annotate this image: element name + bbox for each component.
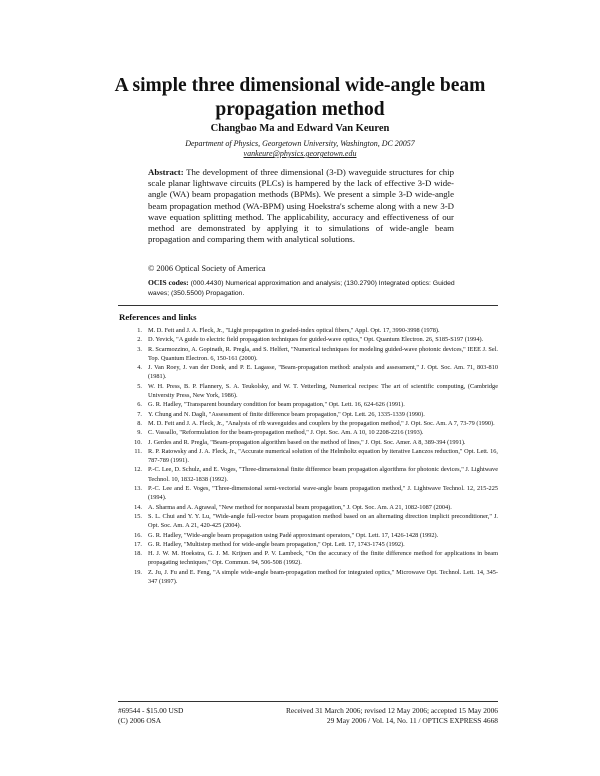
reference-item (118, 503, 498, 512)
affiliation-block (0, 139, 600, 159)
copyright-notice: © 2006 Optical Society of America (148, 264, 266, 273)
reference-text: G. R. Hadley, "Transparent boundary condition for beam propagation," Opt. Lett. 16, 624-626 (1991). (148, 401, 405, 409)
reference-text: P.-C. Lee and E. Voges, "Three-dimensional semi-vectorial wave-angle beam propagation method," J. Lightwave Technol. 12, 215-225 (1994). (148, 485, 498, 502)
reference-number: 9. (137, 429, 142, 437)
reference-item (118, 484, 498, 503)
reference-text: W. H. Press, B. P. Flannery, S. A. Teukolsky, and W. T. Vetterling, Numerical recipes: The art of scientific computing, (Cambridge University Press, New York, 1986). (148, 382, 498, 400)
author-list: Changbao Ma and Edward Van Keuren (210, 123, 390, 134)
reference-text: R. P. Ratowsky and J. A. Fleck, Jr., "Accurate numerical solution of the Helmholtz equation by iterative Lanczos reduction," Opt. Lett. 16, 787-789 (1991). (148, 447, 498, 465)
reference-text: G. R. Hadley, "Wide-angle beam propagation using Padé approximant operators," Opt. Lett. 17, 1426-1428 (1992). (148, 531, 439, 539)
reference-number: 6. (137, 401, 142, 409)
reference-text: Y. Chung and N. Dagli, "Assessment of finite difference beam propagation," Opt. Lett. 26, 1335-1339 (1990). (148, 410, 425, 418)
reference-item (118, 382, 498, 401)
reference-number: 7. (137, 410, 142, 418)
reference-item (118, 568, 498, 587)
reference-item (118, 410, 498, 419)
reference-text: G. R. Hadley, "Multistep method for wide-angle beam propagation," Opt. Lett. 17, 1743-1745 (1992). (148, 540, 405, 548)
reference-text: M. D. Feit and J. A. Fleck, Jr., "Light propagation in graded-index optical fibers," Appl. Opt. 17, 3990-3998 (1978). (148, 327, 440, 334)
reference-item (118, 326, 498, 335)
reference-number: 15. (134, 512, 142, 520)
reference-item (118, 512, 498, 531)
reference-number: 12. (134, 466, 142, 474)
reference-item (118, 438, 498, 447)
affiliation: Department of Physics, Georgetown University, Washington, DC 20057 (185, 139, 415, 148)
ocis-label: OCIS codes: (148, 278, 189, 287)
reference-number: 14. (134, 503, 142, 511)
reference-item (118, 447, 498, 466)
reference-number: 2. (137, 336, 142, 344)
reference-text: D. Yevick, "A guide to electric field propagation techniques for guided-wave optics," Opt. Quantum Electron. 26, S185-S197 (1994). (148, 336, 484, 344)
reference-number: 3. (137, 345, 142, 353)
reference-item (118, 363, 498, 382)
reference-number: 5. (137, 382, 142, 390)
reference-text: H. J. W. M. Hoekstra, G. J. M. Krijnen and P. V. Lambeck, "On the accuracy of the finite difference method for applications in beam propagating techniques," Opt. Commun. 94, 506-508 (1992). (148, 550, 498, 567)
footer-divider (118, 701, 498, 702)
reference-number: 10. (134, 438, 142, 446)
reference-item (118, 465, 498, 484)
reference-list (118, 326, 498, 586)
paper-title: A simple three dimensional wide-angle beam propagation method (114, 75, 486, 120)
author-email-link[interactable]: vankeure@physics.georgetown.edu (243, 149, 357, 158)
reference-text: A. Sharma and A. Agrawal, "New method for nonparaxial beam propagation," J. Opt. Soc. Am. A 21, 1082-1087 (2004). (148, 503, 452, 511)
footer-journal-info: 29 May 2006 / Vol. 14, No. 11 / OPTICS EXPRESS 4668 (326, 716, 498, 725)
abstract-label: Abstract: (148, 167, 184, 177)
reference-text: R. Scarmozzino, A. Gopinath, R. Pregla, and S. Helfert, "Numerical techniques for modeling guided-wave photonic devices," IEEE J. Sel. Top. Quantum Electron. 6, 150-161 (2000). (148, 345, 498, 362)
reference-number: 16. (134, 531, 142, 539)
reference-text: M. D. Feit and J. A. Fleck, Jr., "Analysis of rib waveguides and couplers by the propagation method," J. Opt. Soc. Am. A 7, 73-79 (1990). (148, 419, 495, 427)
reference-number: 19. (134, 568, 142, 576)
reference-item (118, 540, 498, 549)
reference-item (118, 400, 498, 409)
abstract (148, 167, 454, 245)
reference-item (118, 345, 498, 364)
reference-text: C. Vassallo, "Reformulation for the beam-propagation method," J. Opt. Soc. Am. A 10, 10 2208-2216 (1993). (148, 429, 424, 437)
references-heading: References and links (119, 312, 197, 322)
reference-item (118, 335, 498, 344)
reference-item (118, 428, 498, 437)
reference-number: 11. (134, 447, 142, 455)
reference-number: 17. (134, 540, 142, 548)
reference-number: 18. (134, 550, 142, 558)
reference-item (118, 549, 498, 568)
reference-item (118, 419, 498, 428)
reference-number: 13. (134, 485, 142, 493)
footer-dates: Received 31 March 2006; revised 12 May 2006; accepted 15 May 2006 (285, 706, 498, 715)
reference-text: P.-C. Lee, D. Schulz, and E. Voges, "Three-dimensional finite difference beam propagation algorithms for photonic devices," J. Lightwave Technol. 10, 1832-1838 (1992). (148, 466, 498, 483)
reference-text: J. Gerdes and R. Pregla, "Beam-propagation algorithm based on the method of lines," J. Opt. Soc. Amer. A 8, 389-394 (1991). (148, 438, 466, 446)
ocis-text: (000.4430) Numerical approximation and analysis; (130.2790) Integrated optics: Guided waves; (350.5500) Propagation. (148, 280, 455, 297)
abstract-text: The development of three dimensional (3-D) waveguide structures for chip scale planar lightwave circuits (PLCs) is hampered by the lack of effective 3-D wide-angle (WA) beam propagation methods (BPMs). We present a simple 3-D wide-angle beam propagation method (WA-BPM) using Hoekstra's scheme along with a new 3-D wave equation splitting method. The applicability, accuracy and effectiveness of our method are demonstrated by applying it to simulations of wide-angle beam propagation and comparing them with analytical solutions. (148, 167, 454, 245)
footer-price: #69544 - $15.00 USD (118, 706, 184, 715)
reference-number: 4. (137, 364, 142, 372)
reference-text: J. Van Roey, J. van der Donk, and P. E. Lagasse, "Beam-propagation method: analysis and assessment," J. Opt. Soc. Am. 71, 803-810 (1981). (148, 364, 498, 381)
reference-number: 1. (137, 327, 142, 334)
section-divider (118, 305, 498, 306)
reference-text: S. L. Chui and Y. Y. Lu, "Wide-angle full-vector beam propagation method based on an alternating direction implicit preconditioner," J. Opt. Soc. Am. A 21, 420-425 (2004). (148, 512, 498, 530)
reference-item (118, 531, 498, 540)
footer-right (286, 706, 498, 726)
footer-left (118, 706, 183, 726)
footer-copyright: (C) 2006 OSA (118, 716, 162, 725)
reference-text: Z. Ju, J. Fu and E. Feng, "A simple wide-angle beam-propagation method for integrated optics," Microwave Opt. Technol. Lett. 14, 345-347 (1997). (148, 568, 498, 586)
ocis-codes (148, 278, 458, 299)
reference-number: 8. (137, 419, 142, 427)
